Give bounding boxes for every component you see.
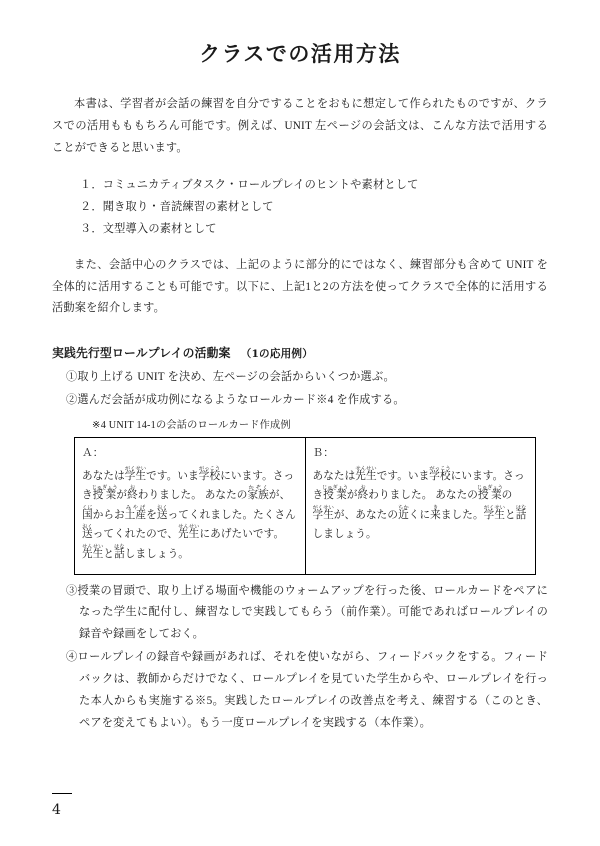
list-item: １．コミュニカティブタスク・ロールプレイのヒントや素材として (80, 178, 419, 191)
page-number: 4 (52, 802, 61, 818)
page-title: クラスでの活用方法 (199, 41, 401, 66)
steps-list-after (52, 581, 548, 735)
role-card-b-label: Ｂ： (312, 447, 334, 459)
role-card-a-line2: あなたの家族かぞくが、国くにからお土産みやげを送おくってくれました。たくさん送おくってくれたので、先生せんせいにあげたいです。先生せんせいと話はなしましょう。 (82, 485, 296, 560)
table-row (75, 437, 536, 574)
role-card-a (75, 437, 306, 574)
page-content (52, 38, 548, 735)
section-heading-paren: （1の応用例） (240, 348, 313, 361)
steps-list-before (52, 367, 548, 412)
section-heading (52, 344, 548, 361)
role-card-a-line1: あなたは学生がくせいです。いま学校がっこうにいます。さっき授業じゅぎょうが終おわりました。 (82, 465, 295, 502)
list-item: ２．聞き取り・音読練習の素材として (80, 200, 274, 213)
second-paragraph: また、会話中心のクラスでは、上記のように部分的にではなく、練習部分も含めて UNIT を全体的に活用することも可能です。以下に、上記1と2の方法を使ってクラスで全体的に活用する活動案を紹介します。 (52, 258, 548, 315)
step-item: ②選んだ会話が成功例になるようなロールカード※4 を作成する。 (66, 394, 405, 407)
role-card-b (305, 437, 536, 574)
footnote-label: ※4 UNIT 14-1の会話のロールカード作成例 (92, 419, 291, 431)
section-heading-text: 実践先行型ロールプレイの活動案 (52, 346, 231, 361)
role-card-b-line1: あなたは先生せんせいです。いま学校がっこうにいます。さっき授業じゅぎょうが終おわりました。 (312, 465, 525, 502)
role-card-table (74, 437, 536, 575)
footer-rule (52, 793, 72, 794)
role-card-b-line2: あなたの授業じゅぎょうの学生がくせいが、あなたの近ちかくに来きました。学生がくせいと話はなしましょう。 (312, 485, 527, 541)
list-item: ３．文型導入の素材として (80, 223, 217, 236)
spacer (52, 322, 548, 344)
intro-paragraph: 本書は、学習者が会話の練習を自分ですることをおもに想定して作られたものですが、クラスでの活用もももちろん可能です。例えば、UNIT 左ページの会話文は、こんな方法で活用することができると思います。 (52, 98, 548, 154)
step-item: ①取り上げる UNIT を決め、左ページの会話からいくつか選ぶ。 (66, 371, 395, 384)
numbered-list (52, 174, 548, 241)
step-item: ③授業の冒頭で、取り上げる場面や機能のウォームアップを行った後、ロールカードをペアになった学生に配付し、練習なしで実践してもらう（前作業）。可能であればロールプレイの録音や録画をしておく。 (66, 584, 548, 641)
step-item: ④ロールプレイの録音や録画があれば、それを使いながら、フィードバックをする。フィードバックは、教師からだけでなく、ロールプレイを見ていた学生からや、ロールプレイを行った本人からも実施する※5。実践したロールプレイの改善点を考え、練習する（このとき、ペアを変えてもよい）。もう一度ロールプレイを実践する（本作業）。 (66, 651, 548, 729)
role-card-a-label: Ａ： (82, 447, 104, 459)
